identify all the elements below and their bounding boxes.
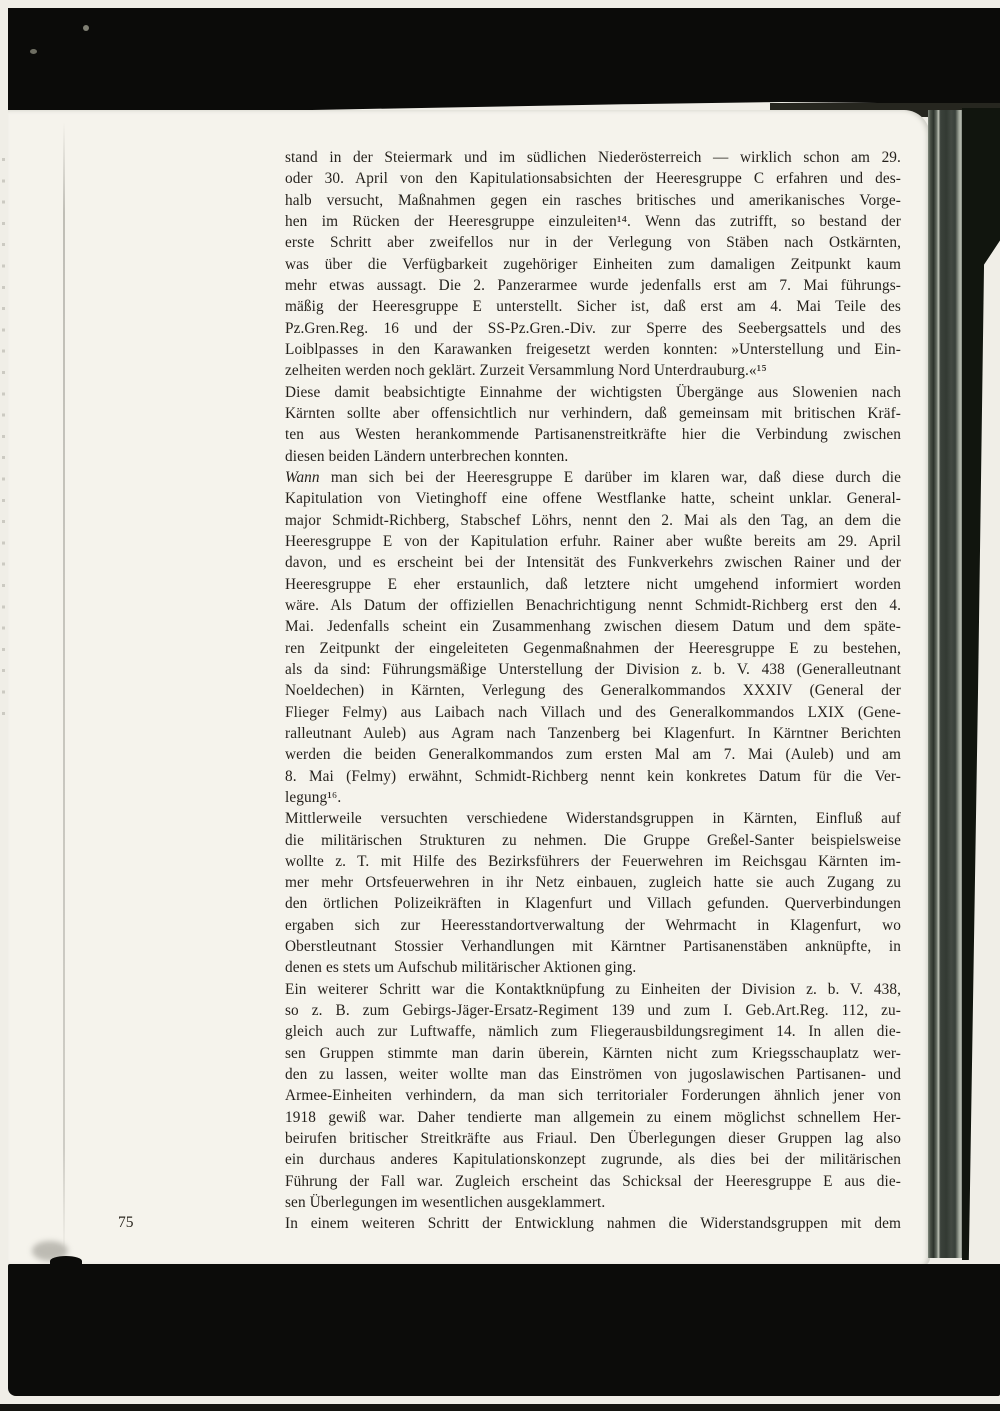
text-line: Mittlerweile versuchten verschiedene Widerstandsgruppen in Kärnten, Einfluß auf <box>285 810 901 828</box>
text-line: den örtlichen Polizeikräften in Klagenfurt und Villach gefunden. Querverbindungen <box>285 895 901 913</box>
text-line: halb versucht, Maßnahmen gegen ein rasches britisches und amerikanisches Vorge- <box>285 191 901 209</box>
text-line: als da sind: Führungsmäßige Unterstellung der Division z. b. V. 438 (Generalleutnant <box>285 660 901 678</box>
text-line: Noeldechen) in Kärnten, Verlegung des Generalkommandos XXXIV (General der <box>285 682 901 700</box>
text-line: so z. B. zum Gebirgs-Jäger-Ersatz-Regiment 139 und zum I. Geb.Art.Reg. 112, zu- <box>285 1002 901 1020</box>
paragraph <box>285 979 901 1214</box>
text-line: stand in der Steiermark und im südlichen Niederösterreich — wirklich schon am 29. <box>285 149 901 166</box>
text-line: hen im Rücken der Heeresgruppe einzuleiten¹⁴. Wenn das zutrifft, so bestand der <box>285 212 901 230</box>
scan-bottom-strip <box>0 1404 1000 1411</box>
text-line: ergaben sich zur Heeresstandortverwaltung der Wehrmacht in Klagenfurt, wo <box>285 916 901 934</box>
text-line: sen Überlegungen im wesentlichen ausgeklammert. <box>285 1194 606 1212</box>
text-line: die militärischen Strukturen zu nehmen. Die Gruppe Greßel-Santer beispielsweise <box>285 831 901 849</box>
scan-dust-speck <box>30 49 37 54</box>
text-block <box>285 147 901 1235</box>
text-line: werden die beiden Generalkommandos zum ersten Mal am 7. Mai (Auleb) und am <box>285 746 901 764</box>
text-line: den zu lassen, weiter wollte man das Einströmen von jugoslawischen Partisanen- und <box>285 1066 901 1084</box>
text-line: Oberstleutnant Stossier Verhandlungen mit Kärntner Partisanenstäben anknüpfte, in <box>285 938 901 956</box>
text-line: beirufen britischer Streitkräfte aus Friaul. Den Überlegungen dieser Gruppen lag also <box>285 1130 901 1148</box>
left-edge-marks <box>2 158 5 718</box>
text-line: mehr etwas aussagt. Die 2. Panzerarmee wurde jedenfalls erst am 7. Mai führungs- <box>285 276 901 294</box>
text-line: In einem weiteren Schritt der Entwicklung nahmen die Widerstandsgruppen mit dem <box>285 1215 901 1233</box>
text-line: Führung der Fall war. Zugleich erscheint das Schicksal der Heeresgruppe E aus die- <box>285 1172 901 1190</box>
text-line: wäre. Als Datum der offiziellen Benachrichtigung nennt Schmidt-Richberg erst den 4. <box>285 596 901 614</box>
page-number: 75 <box>118 1214 134 1231</box>
text-line: Wann man sich bei der Heeresgruppe E darüber im klaren war, daß diese durch die <box>285 468 901 486</box>
scan-dust-speck <box>83 25 89 31</box>
text-line: ten aus Westen herankommende Partisanenstreitkräfte hier die Verbindung zwischen <box>285 426 901 444</box>
text-line: Mai. Jedenfalls scheint ein Zusammenhang zwischen diesem Datum und dem späte- <box>285 618 901 636</box>
text-line: Diese damit beabsichtigte Einnahme der wichtigsten Übergänge aus Slowenien nach <box>285 383 901 401</box>
text-line: davon, und es erscheint bei der Intensität des Funkverkehrs zwischen Rainer und der <box>285 554 901 572</box>
paragraph <box>285 1213 901 1234</box>
text-line: wollte z. T. mit Hilfe des Bezirksführers der Feuerwehren im Reichsgau Kärnten im- <box>285 852 901 870</box>
paragraph <box>285 808 901 979</box>
gutter-crease-line <box>63 122 65 1262</box>
text-line: Kapitulation von Vietinghoff eine offene Westflanke hatte, scheint unklar. General- <box>285 490 901 508</box>
text-line: denen es stets um Aufschub militärischer Aktionen ging. <box>285 959 637 977</box>
text-line: ralleutnant Auleb) aus Agram nach Tanzenberg bei Klagenfurt. In Kärntner Berichten <box>285 724 901 742</box>
text-line: Armee-Einheiten verhindern, da man sich territorialer Forderungen ähnlich jener von <box>285 1087 901 1105</box>
text-line: legung¹⁶. <box>285 788 342 806</box>
text-line: Pz.Gren.Reg. 16 und der SS-Pz.Gren.-Div. zur Sperre des Seebergsattels und des <box>285 319 901 337</box>
text-line: major Schmidt-Richberg, Stabschef Löhrs, nennt den 2. Mai als den Tag, an dem die <box>285 511 901 529</box>
book-fore-edge-shadow <box>962 108 1000 1260</box>
text-line: Heeresgruppe E eher erstaunlich, daß letztere nicht umgehend informiert worden <box>285 575 901 593</box>
text-line: gleich auch zur Luftwaffe, nämlich zum Fliegerausbildungsregiment 14. In allen die- <box>285 1023 901 1041</box>
text-line: Loiblpasses in den Karawanken freigesetzt werden konnten: »Unterstellung und Ein- <box>285 340 901 358</box>
text-line: Kärnten sollte aber offensichtlich nur verhindern, daß gemeinsam mit britischen Kräf- <box>285 404 901 422</box>
text-line: mäßig der Heeresgruppe E unterstellt. Sicher ist, daß erst am 4. Mai Teile des <box>285 298 901 316</box>
paragraph <box>285 147 901 382</box>
text-line: sen Gruppen stimmte man darin überein, Kärnten nicht zum Kriegsschauplatz wer- <box>285 1044 901 1062</box>
text-line: Flieger Felmy) aus Laibach nach Villach und des Generalkommandos LXIX (Gene- <box>285 703 901 721</box>
text-line: oder 30. April von den Kapitulationsabsichten der Heeresgruppe C erfahren und des- <box>285 170 901 188</box>
text-line: erste Schritt aber zweifellos nur in der Verlegung von Stäben nach Ostkärnten, <box>285 234 901 252</box>
text-line: mer mehr Ortsfeuerwehren in ihr Netz einbauen, zugleich hatte sie auch Zugang zu <box>285 874 901 892</box>
text-line: zelheiten werden noch geklärt. Zurzeit Versammlung Nord Unterdrauburg.«¹⁵ <box>285 362 767 380</box>
scan-bottom-bar <box>8 1264 1000 1396</box>
paragraph <box>285 382 901 467</box>
scan-bottom-bar-bump <box>50 1256 82 1266</box>
text-line: was über die Verfügbarkeit zugehöriger Einheiten zum damaligen Zeitpunkt kaum <box>285 255 901 273</box>
italic-lead-word: Wann <box>285 468 320 486</box>
text-line: Heeresgruppe E von der Kapitulation erfuhr. Rainer aber wußte bereits am 29. April <box>285 532 901 550</box>
paragraph <box>285 467 901 808</box>
text-line: diesen beiden Ländern unterbrechen konnten. <box>285 447 569 465</box>
text-line: 8. Mai (Felmy) erwähnt, Schmidt-Richberg nennt kein konkretes Datum für die Ver- <box>285 767 901 785</box>
text-line: ren Zeitpunkt der eingeleiteten Gegenmaßnahmen der Heeresgruppe E zu bestehen, <box>285 639 901 657</box>
text-line: 1918 gewiß war. Daher tendierte man allgemein zu einem möglichst schnellem Her- <box>285 1108 901 1126</box>
text-line: Ein weiterer Schritt war die Kontaktknüpfung zu Einheiten der Division z. b. V. 438, <box>285 980 901 998</box>
text-line: ein durchaus anderes Kapitulationskonzept zugrunde, als dies bei der militärischen <box>285 1151 901 1169</box>
